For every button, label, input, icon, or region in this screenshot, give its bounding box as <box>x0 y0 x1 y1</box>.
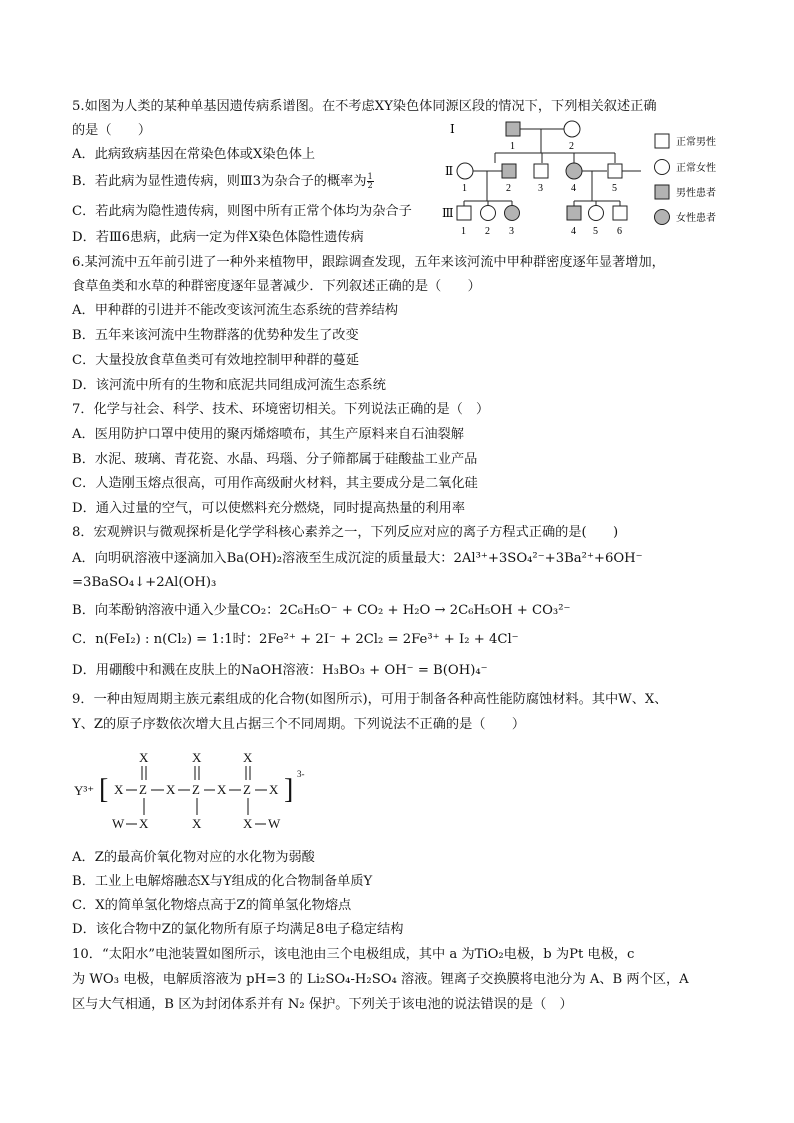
q5-stem-line1: 5.如图为人类的某种单基因遗传病系谱图。在不考虑XY染色体同源区段的情况下，下列相关叙述正确 <box>72 99 657 114</box>
pedigree-iii2-normal-female <box>481 206 496 221</box>
atom-x-top-2: X <box>192 750 202 765</box>
q9-option-c: C．X的简单氢化物熔点高于Z的简单氢化物熔点 <box>72 898 352 913</box>
num-ii4: 4 <box>571 183 576 194</box>
num-iii5: 5 <box>593 226 598 237</box>
q8-option-a-line1: A．向明矾溶液中逐滴加入Ba(OH)₂溶液至生成沉淀的质量最大：2Al³⁺+3SO₄²⁻+3Ba²⁺+6OH⁻ <box>72 551 643 566</box>
q9-stem-line2: Y、Z的原子序数依次增大且占据三个不同周期。下列说法不正确的是（ ） <box>72 717 526 732</box>
legend-normal-female: 正常女性 <box>676 163 716 174</box>
q5-stem-line2: 的是（ ） <box>72 123 152 138</box>
q10-line1: 10．“太阳水”电池装置如图所示，该电池由三个电极组成，其中 a 为TiO₂电极，b 为Pt 电极，c <box>72 947 635 962</box>
pedigree-ii2-affected-male <box>502 164 516 178</box>
fraction-denominator: 2 <box>367 181 373 190</box>
structure-charge: 3- <box>297 769 305 779</box>
atom-z-2: Z <box>192 782 200 797</box>
atom-w-2: W <box>268 816 281 831</box>
pedigree-i2-normal-female <box>564 121 580 137</box>
atom-w-1: W <box>112 816 125 831</box>
structure-cation: Y³⁺ <box>74 783 95 798</box>
q6-option-d: D．该河流中所有的生物和底泥共同组成河流生态系统 <box>72 378 386 393</box>
q5-option-d: D．若Ⅲ6患病，此病一定为伴X染色体隐性遗传病 <box>72 230 364 245</box>
legend-normal-female-icon <box>655 160 670 175</box>
gen-label-2: Ⅱ <box>445 164 454 178</box>
atom-z-1: Z <box>139 782 147 797</box>
atom-x-4: X <box>269 782 279 797</box>
atom-x-3: X <box>217 782 227 797</box>
q6-stem-line1: 6.某河流中五年前引进了一种外来植物甲，跟踪调查发现，五年来该河流中甲种群密度逐年显著增加， <box>72 255 665 270</box>
q5-option-b-text: B．若此病为显性遗传病，则Ⅲ3为杂合子的概率为 <box>72 174 367 189</box>
q5-option-c: C．若此病为隐性遗传病，则图中所有正常个体均为杂合子 <box>72 204 412 219</box>
num-ii1: 1 <box>462 183 467 194</box>
atom-x-top-1: X <box>139 750 149 765</box>
pedigree-i1-affected-male <box>506 122 520 136</box>
q8-option-a-line2: =3BaSO₄↓+2Al(OH)₃ <box>72 575 217 590</box>
num-ii5: 5 <box>612 183 617 194</box>
atom-x-2: X <box>166 782 176 797</box>
num-ii3: 3 <box>538 183 543 194</box>
q7-option-b: B．水泥、玻璃、青花瓷、水晶、玛瑙、分子筛都属于硅酸盐工业产品 <box>72 452 478 467</box>
num-iii4: 4 <box>571 226 576 237</box>
q9-option-d: D．该化合物中Z的氯化物所有原子均满足8电子稳定结构 <box>72 922 404 937</box>
pedigree-ii4-affected-female <box>566 163 582 179</box>
q10-line3: 区与大气相通，B 区为封闭体系并有 N₂ 保护。下列关于该电池的说法错误的是（ ） <box>72 997 573 1012</box>
legend-affected-female: 女性患者 <box>676 213 716 224</box>
gen-label-3: Ⅲ <box>442 206 454 220</box>
q9-stem-line1: 9．一种由短周期主族元素组成的化合物(如图所示)，可用于制备各种高性能防腐蚀材料。其中W、X、 <box>72 692 668 707</box>
pedigree-ii3-normal-male <box>534 164 548 178</box>
atom-x-1: X <box>114 782 124 797</box>
q6-stem-line2: 食草鱼类和水草的种群密度逐年显著减少．下列叙述正确的是（ ） <box>72 279 481 294</box>
q7-option-a: A．医用防护口罩中使用的聚丙烯熔喷布，其生产原料来自石油裂解 <box>72 427 464 442</box>
num-i2: 2 <box>569 141 574 152</box>
q8-option-b: B．向苯酚钠溶液中通入少量CO₂：2C₆H₅O⁻ + CO₂ + H₂O → 2C₆H₅OH + CO₃²⁻ <box>72 603 571 618</box>
atom-x-top-3: X <box>243 750 253 765</box>
q6-option-a: A．甲种群的引进并不能改变该河流生态系统的营养结构 <box>72 303 399 318</box>
q8-option-d: D．用硼酸中和溅在皮肤上的NaOH溶液：H₃BO₃ + OH⁻ = B(OH)₄⁻ <box>72 663 488 678</box>
structure-bracket-left: [ <box>99 774 109 805</box>
pedigree-iii5-normal-female <box>589 206 604 221</box>
q6-option-b: B．五年来该河流中生物群落的优势种发生了改变 <box>72 328 359 343</box>
legend-affected-male-icon <box>655 185 669 199</box>
pedigree-iii1-normal-male <box>457 206 471 220</box>
num-iii1: 1 <box>461 226 466 237</box>
gen-label-1: Ⅰ <box>450 122 455 136</box>
q7-stem: 7．化学与社会、科学、技术、环境密切相关。下列说法正确的是（ ） <box>72 402 490 417</box>
fraction <box>367 173 374 190</box>
num-iii2: 2 <box>485 226 490 237</box>
q7-option-d: D．通入过量的空气，可以使燃料充分燃烧，同时提高热量的利用率 <box>72 501 466 516</box>
num-ii2: 2 <box>506 183 511 194</box>
q8-option-c: C．n(FeI₂) : n(Cl₂) = 1:1时：2Fe²⁺ + 2I⁻ + 2Cl₂ = 2Fe³⁺ + I₂ + 4Cl⁻ <box>72 632 519 647</box>
atom-x-bottom-3: X <box>243 816 253 831</box>
pedigree-ii1-normal-female <box>457 163 473 179</box>
atom-x-bottom-2: X <box>192 816 202 831</box>
pedigree-iii4-affected-male <box>567 206 581 220</box>
legend-affected-male: 男性患者 <box>676 188 716 199</box>
q5-option-a: A．此病致病基因在常染色体或X染色体上 <box>72 147 316 162</box>
pedigree-iii6-normal-male <box>613 206 627 220</box>
q9-option-b: B．工业上电解熔融态X与Y组成的化合物制备单质Y <box>72 874 373 889</box>
q8-stem: 8．宏观辨识与微观探析是化学学科核心素养之一，下列反应对应的离子方程式正确的是( ) <box>72 525 619 540</box>
legend-affected-female-icon <box>655 210 670 225</box>
atom-z-3: Z <box>243 782 251 797</box>
q10-line2: 为 WO₃ 电极，电解质溶液为 pH=3 的 Li₂SO₄-H₂SO₄ 溶液。锂离子交换膜将电池分为 A、B 两个区，A <box>72 972 689 987</box>
pedigree-iii3-affected-female <box>505 206 520 221</box>
q9-option-a: A．Z的最高价氧化物对应的水化物为弱酸 <box>72 850 315 865</box>
q5-option-b <box>72 172 442 192</box>
q7-option-c: C．人造刚玉熔点很高，可用作高级耐火材料，其主要成分是二氧化硅 <box>72 476 478 491</box>
pedigree-ii5-normal-male <box>608 164 622 178</box>
legend-normal-male-icon <box>655 134 669 148</box>
atom-x-bottom-1: X <box>139 816 149 831</box>
num-iii3: 3 <box>509 226 514 237</box>
fraction-numerator: 1 <box>367 172 373 181</box>
num-iii6: 6 <box>617 226 622 237</box>
pedigree-chart <box>440 116 740 242</box>
legend-normal-male: 正常男性 <box>676 137 716 148</box>
num-i1: 1 <box>510 141 515 152</box>
structure-bracket-right: ] <box>284 774 294 805</box>
q9-structure-diagram <box>72 742 332 837</box>
q6-option-c: C．大量投放食草鱼类可有效地控制甲种群的蔓延 <box>72 353 360 368</box>
